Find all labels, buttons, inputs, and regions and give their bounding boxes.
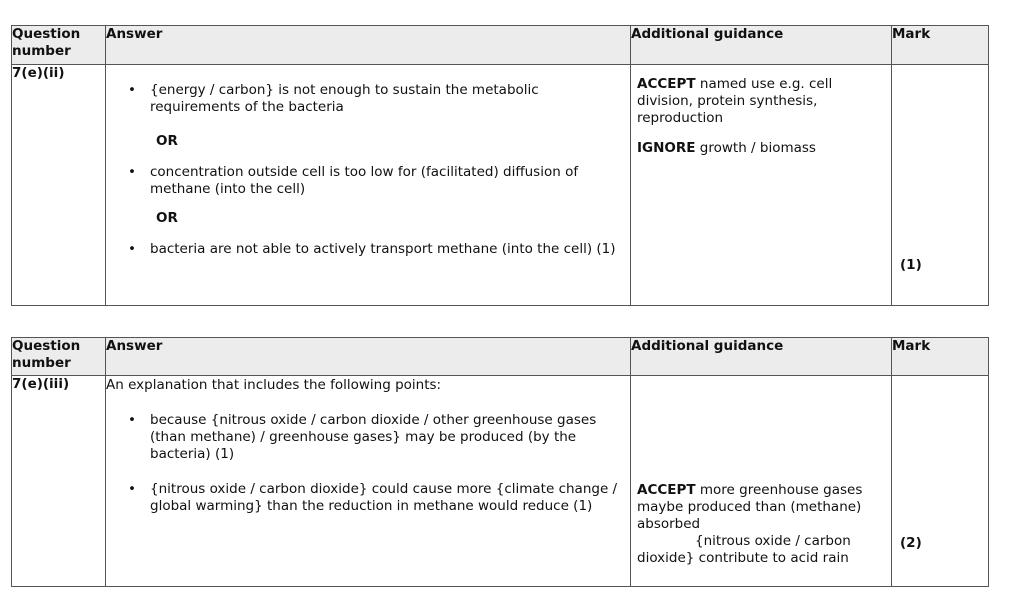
mark-cell: [892, 65, 989, 306]
answer-point: • bacteria are not able to actively transport methane (into the cell) (1): [106, 241, 630, 258]
header-answer: Answer: [106, 26, 631, 65]
ignore-text: growth / biomass: [695, 140, 816, 156]
answer-point: • {nitrous oxide / carbon dioxide} could cause more {climate change / global warming} than the reduction in methane would reduce (1): [106, 481, 630, 515]
guidance-cell: [631, 376, 892, 587]
header-answer: Answer: [106, 338, 631, 376]
or-label: OR: [156, 133, 178, 149]
or-label: OR: [156, 210, 178, 226]
accept-text: more greenhouse gases maybe produced than (methane) absorbed: [637, 482, 863, 532]
accept-text: named use e.g. cell division, protein synthesis, reproduction: [637, 76, 833, 126]
accept-keyword: ACCEPT: [637, 482, 696, 498]
mark-cell: [892, 376, 989, 587]
answer-cell: [106, 376, 631, 587]
answer-intro: An explanation that includes the following points:: [106, 377, 442, 393]
answer-point: • {energy / carbon} is not enough to sustain the metabolic requirements of the bacteria: [106, 82, 630, 116]
header-mark: Mark: [892, 338, 989, 376]
guidance-accept: [631, 76, 891, 127]
guidance-ignore: [631, 140, 891, 157]
guidance-accept: [631, 482, 891, 533]
answer-point: • concentration outside cell is too low for (facilitated) diffusion of methane (into the cell): [106, 164, 630, 198]
header-mark: Mark: [892, 26, 989, 65]
question-number: 7(e)(ii): [12, 65, 106, 306]
guidance-acid-rain: {nitrous oxide / carbon dioxide} contribute to acid rain: [637, 533, 851, 566]
answer-cell: [106, 65, 631, 306]
header-question-number: Question number: [12, 338, 106, 376]
mark-value: (2): [900, 535, 922, 551]
mark-scheme-table-7e-iii: [11, 337, 989, 587]
header-question-number: Question number: [12, 26, 106, 65]
question-number: 7(e)(iii): [12, 376, 106, 587]
accept-keyword: ACCEPT: [637, 76, 696, 92]
answer-point: • because {nitrous oxide / carbon dioxide / other greenhouse gases (than methane) / greenhouse gases} may be produced (by the bacteria) (1): [106, 412, 630, 463]
ignore-keyword: IGNORE: [637, 140, 696, 156]
mark-scheme-table-7e-ii: [11, 25, 989, 306]
header-guidance: Additional guidance: [631, 338, 892, 376]
mark-value: (1): [900, 257, 922, 273]
guidance-cell: [631, 65, 892, 306]
header-guidance: Additional guidance: [631, 26, 892, 65]
